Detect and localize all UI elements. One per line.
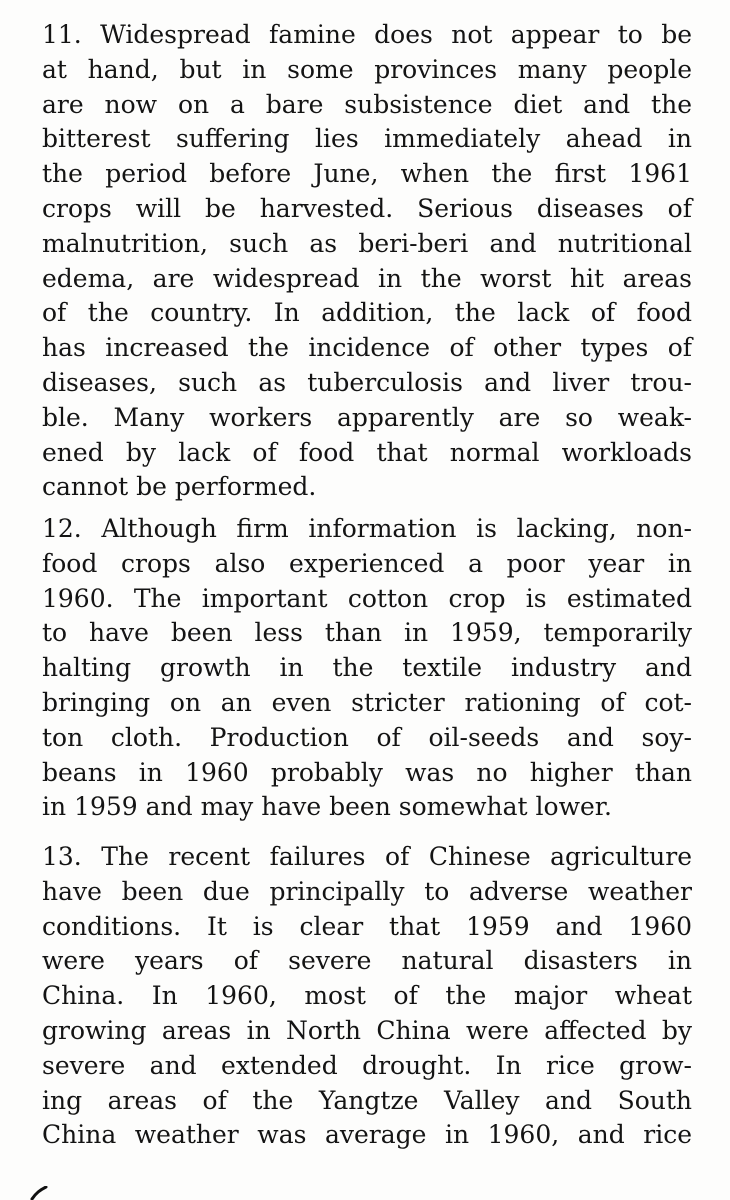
text-line: food crops also experienced a poor year in [42,548,692,578]
text-line: ing areas of the Yangtze Valley and South [42,1085,692,1115]
text-line: 12. Although firm information is lacking, non- [42,514,692,543]
text-line: have been due principally to adverse weather [42,876,692,906]
text-line: 1960. The important cotton crop is estimated [42,583,692,613]
text-line: China. In 1960, most of the major wheat [42,981,692,1011]
text-line: has increased the incidence of other types of [42,333,692,363]
text-line: growing areas in North China were affected by [42,1015,692,1045]
text-line: bitterest suffering lies immediately ahead in [42,124,692,154]
text-line: the period before June, when the first 1961 [42,159,692,189]
text-line: at hand, but in some provinces many people [42,54,692,84]
text-line: crops will be harvested. Serious diseases of [42,193,692,223]
text-line: beans in 1960 probably was no higher than [42,757,692,787]
text-line: 11. Widespread famine does not appear to be [42,20,692,49]
text-line: were years of severe natural disasters in [42,946,692,976]
text-line: of the country. In addition, the lack of food [42,298,692,328]
text-line: bringing on an even stricter rationing of cot- [42,687,692,717]
text-line: malnutrition, such as beri-beri and nutritional [42,228,692,258]
paragraph-13 [42,840,692,1153]
text-line: to have been less than in 1959, temporarily [42,618,692,648]
text-line: China weather was average in 1960, and rice [42,1120,692,1150]
text-line: ble. Many workers apparently are so weak- [42,402,692,432]
paragraph-11 [42,18,692,505]
scan-edge-mark [30,1186,48,1200]
text-line: in 1959 and may have been somewhat lower. [42,792,612,822]
text-line: are now on a bare subsistence diet and the [42,89,692,119]
text-line: diseases, such as tuberculosis and liver trou- [42,367,692,397]
text-line: severe and extended drought. In rice grow- [42,1050,692,1080]
text-line: conditions. It is clear that 1959 and 1960 [42,911,692,941]
text-line: ton cloth. Production of oil-seeds and soy- [42,722,692,752]
text-line: halting growth in the textile industry and [42,653,692,683]
text-line: edema, are widespread in the worst hit areas [42,263,692,293]
text-line: ened by lack of food that normal workloads [42,437,692,467]
paragraph-12 [42,512,692,825]
text-line: cannot be performed. [42,472,317,502]
text-line: 13. The recent failures of Chinese agriculture [42,842,692,871]
